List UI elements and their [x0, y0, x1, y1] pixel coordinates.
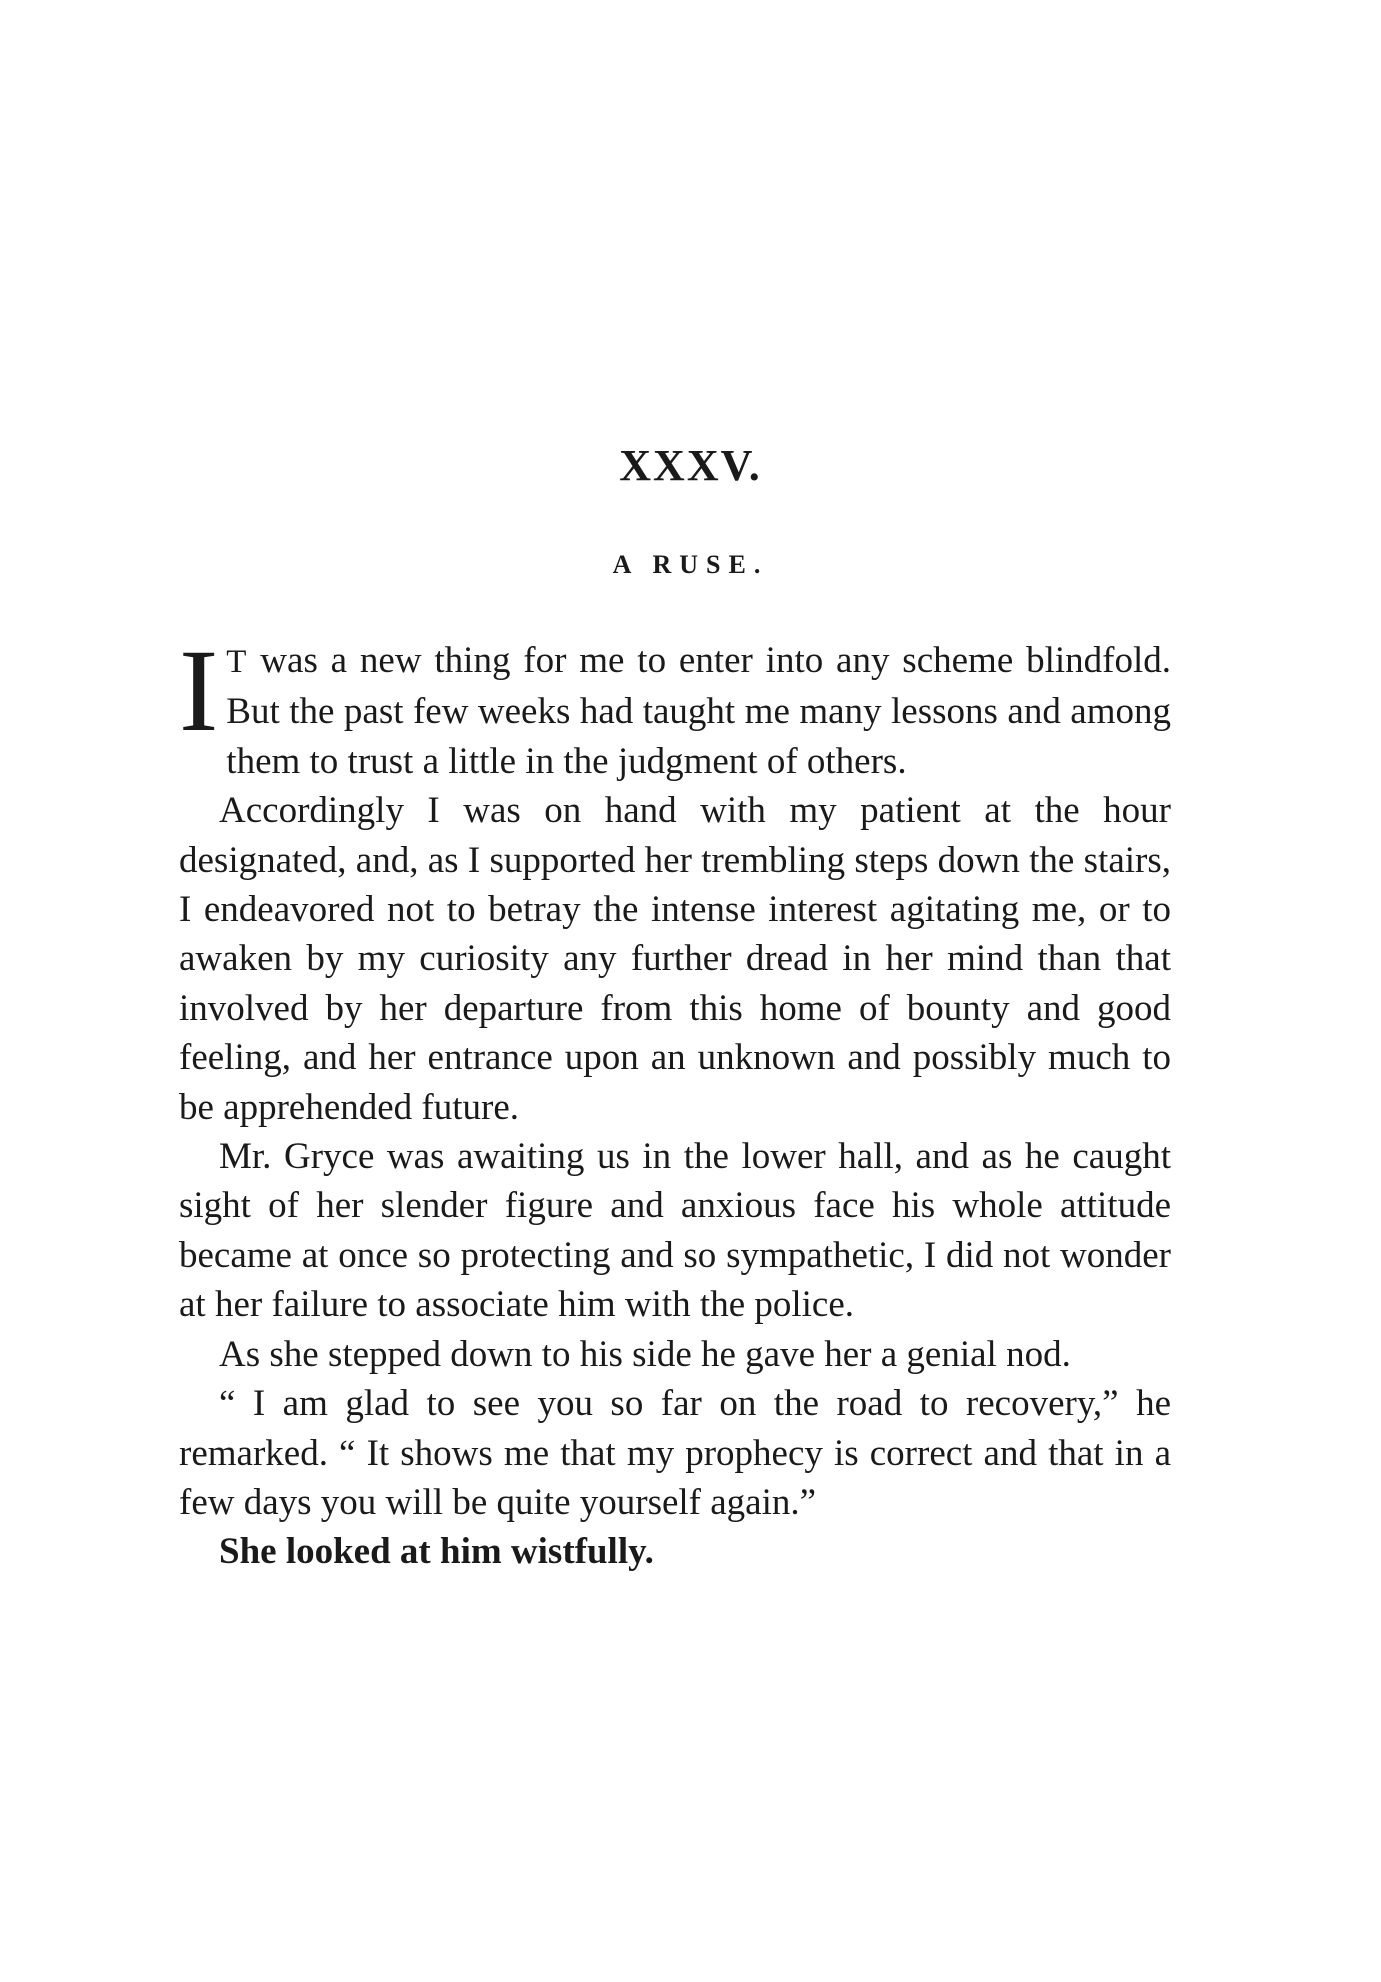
- chapter-number: XXXV.: [619, 441, 762, 490]
- drop-cap: I: [179, 625, 219, 756]
- paragraph-1-text: was a new thing for me to enter into any scheme blindfold. But the past few weeks had taught me many lessons and among them to trust a little in the judgment of others.: [226, 640, 1171, 782]
- paragraph-4: As she stepped down to his side he gave her a genial nod.: [219, 1333, 1071, 1375]
- paragraph-1: [179, 625, 1171, 786]
- paragraph-3: Mr. Gryce was awaiting us in the lower hall, and as he caught sight of her slender figure and anxious face his whole attitude became at once so protecting and so sympathetic, I did not wonder at her failure to associate him with the police.: [179, 1136, 1171, 1326]
- body-text: [179, 625, 1171, 1577]
- paragraph-6: She looked at him wistfully.: [219, 1531, 654, 1573]
- chapter-title: A RUSE.: [612, 550, 769, 579]
- paragraph-2: Accordingly I was on hand with my patient at the hour designated, and, as I supported her trembling steps down the stairs, I endeavored not to betray the intense interest agitating me, or to awaken by my curiosity any further dread in her mind than that involved by her departure from this home of bounty and good feeling, and her entrance upon an unknown and possibly much to be apprehended future.: [179, 790, 1171, 1128]
- drop-cap-continuation: T: [226, 644, 248, 680]
- paragraph-5: “ I am glad to see you so far on the road to recovery,” he remarked. “ It shows me that my prophecy is correct and that in a few days you will be quite yourself again.”: [179, 1383, 1171, 1523]
